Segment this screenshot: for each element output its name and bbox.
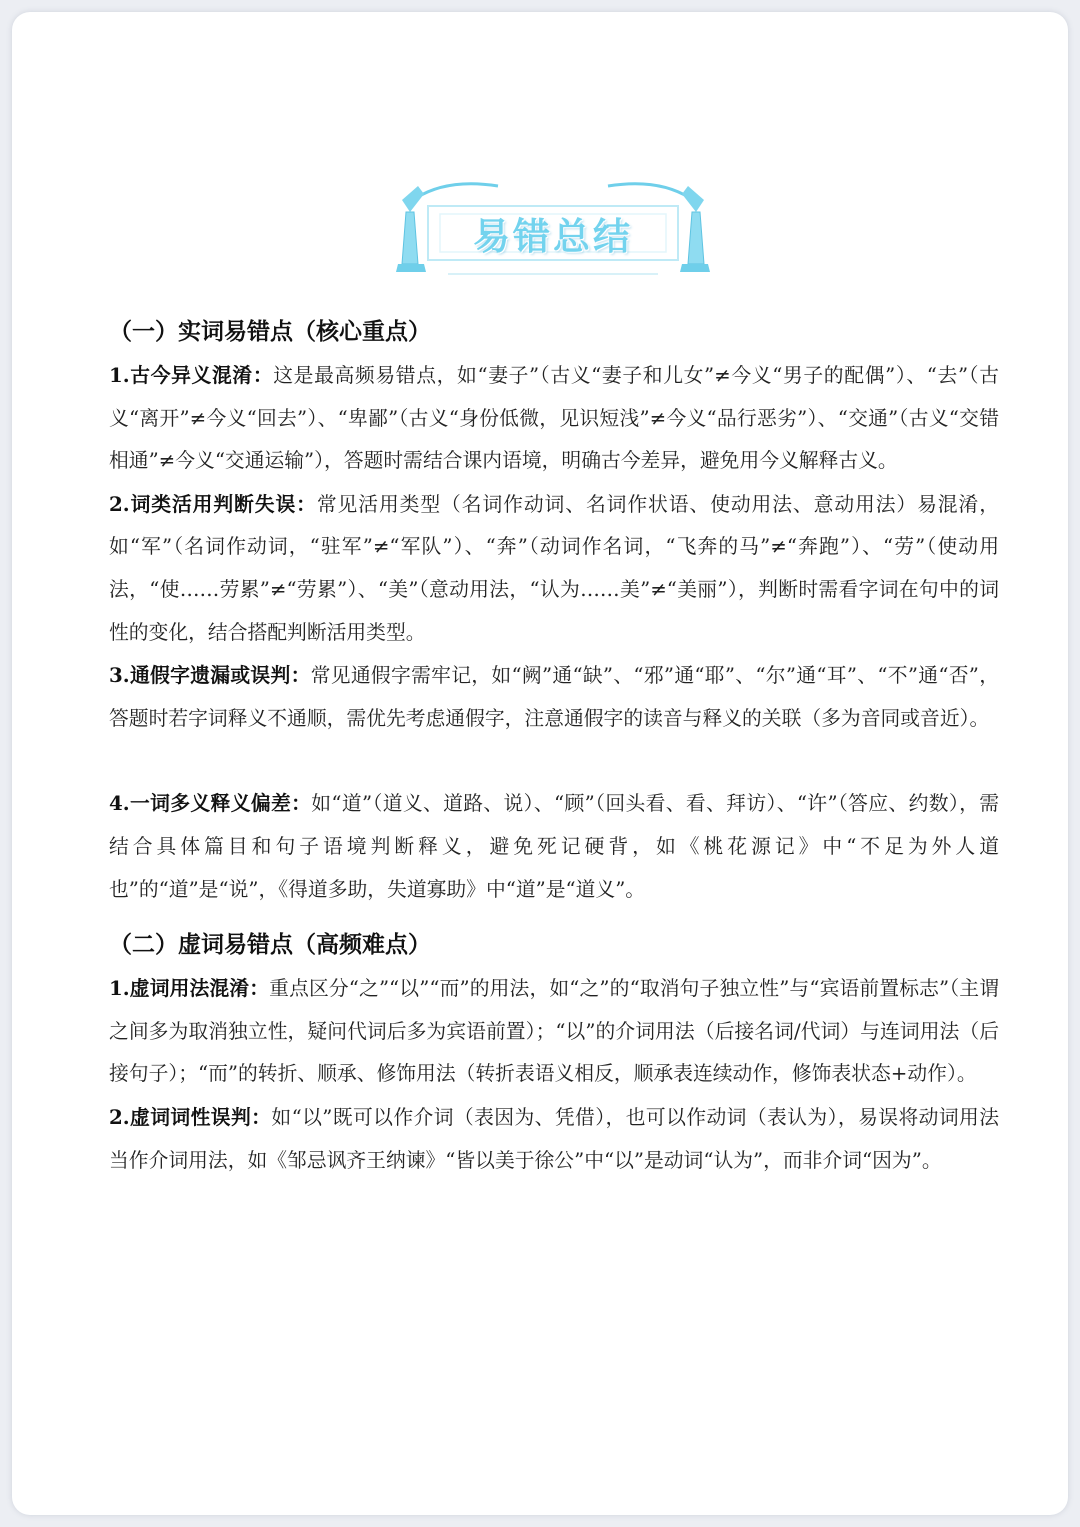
item-term: 2.词类活用判断失误： [109,491,317,516]
section-heading-notional-words: （一）实词易错点（核心重点） [109,318,431,345]
item-term: 1.虚词用法混淆： [109,976,270,1001]
section-heading-function-words: （二）虚词易错点（高频难点） [109,931,431,959]
item-text: 常见活用类型（名词作动词、名词作状语、使动用法、意动用法）易混淆，如“军”（名词作动词，“驻军”≠“军队”）、“奔”（动词作名词，“飞奔的马”≠“奔跑”）、“劳”（使动用法，“使……劳累”≠“劳累”）、“美”（意动用法，“认为……美”≠“美丽”），判断时需看字词在句中的词性的变化，结合搭配判断活用类型。 [109,492,999,644]
list-item [109,483,999,654]
content-body [109,310,999,1182]
list-item [109,1096,999,1182]
item-text: 常见通假字需牢记，如“阙”通“缺”、“邪”通“耶”、“尔”通“耳”、“不”通“否”，答题时若字词释义不通顺，需优先考虑通假字，注意通假字的读音与释义的关联（多为音同或音近）。 [109,664,1000,730]
item-term: 4.一词多义释义偏差： [109,791,312,816]
item-text: 如“以”既可以作介词（表因为、凭借），也可以作动词（表认为），易误将动词用法当作介词用法，如《邹忌讽齐王纳谏》“皆以美于徐公”中“以”是动词“认为”，而非介词“因为”。 [109,1105,999,1172]
item-term: 2.虚词词性误判： [109,1104,272,1129]
item-term: 3.通假字遗漏或误判： [109,663,311,688]
list-item [109,354,999,483]
list-item [109,654,999,740]
item-text: 如“道”（道义、道路、说）、“顾”（回头看、看、拜访）、“许”（答应、约数），需结合具体篇目和句子语境判断释义，避免死记硬背，如《桃花源记》中“不足为外人道也”的“道”是“说”，《得道多助，失道寡助》中“道”是“道义”。 [109,792,1000,901]
title-badge [388,164,718,284]
list-item [109,782,999,911]
spacer [109,740,999,782]
list-item [109,967,999,1096]
spacer [109,911,999,923]
document-page [12,12,1068,1515]
item-text: 这是最高频易错点，如“妻子”（古义“妻子和儿女”≠今义“男子的配偶”）、“去”（古义“离开”≠今义“回去”）、“卑鄙”（古义“身份低微，见识短浅”≠今义“品行恶劣”）、“交通”（古义“交错相通”≠今义“交通运输”），答题时需结合课内语境，明确古今差异，避免用今义解释古义。 [109,364,1000,473]
page-title: 易错总结 [473,215,633,258]
item-term: 1.古今异义混淆： [109,363,274,387]
item-text: 重点区分“之”“以”“而”的用法，如“之”的“取消句子独立性”与“宾语前置标志”（主谓之间多为取消独立性，疑问代词后多为宾语前置）；“以”的介词用法（后接名词/代词）与连词用法（后接句子）；“而”的转折、顺承、修饰用法（转折表语义相反，顺承表连续动作，修饰表状态+动作）。 [109,977,999,1086]
